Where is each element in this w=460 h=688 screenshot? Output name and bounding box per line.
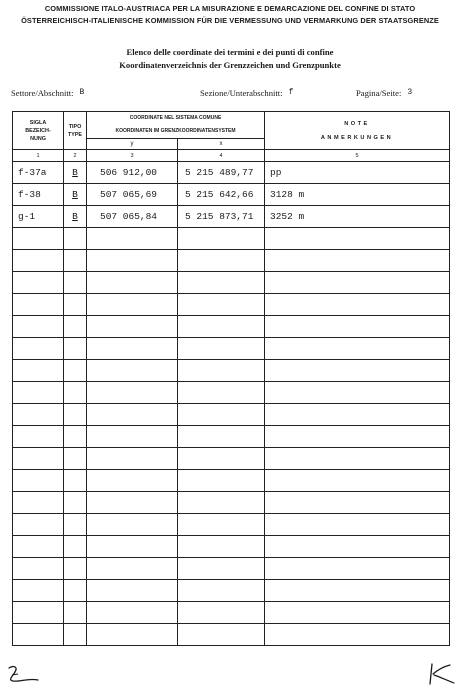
empty-row <box>13 426 450 448</box>
empty-row <box>13 360 450 382</box>
empty-cell <box>13 558 64 580</box>
y-cell: 506 912,00 <box>87 162 178 184</box>
note-cell: pp <box>265 162 450 184</box>
table-row <box>13 162 450 184</box>
empty-cell <box>265 294 450 316</box>
empty-row <box>13 514 450 536</box>
empty-cell <box>178 558 265 580</box>
settore-value: B <box>79 88 85 97</box>
empty-cell <box>265 624 450 646</box>
empty-row <box>13 448 450 470</box>
empty-row <box>13 624 450 646</box>
empty-cell <box>13 602 64 624</box>
empty-row <box>13 404 450 426</box>
empty-cell <box>64 382 87 404</box>
empty-cell <box>87 382 178 404</box>
empty-cell <box>64 250 87 272</box>
sezione-label: Sezione/Unterabschnitt: <box>200 88 283 98</box>
empty-cell <box>265 536 450 558</box>
sigla-cell: g-1 <box>13 206 64 228</box>
empty-cell <box>87 272 178 294</box>
empty-cell <box>87 228 178 250</box>
empty-row <box>13 470 450 492</box>
empty-cell <box>178 360 265 382</box>
sezione-field <box>200 88 293 99</box>
note-cell: 3252 m <box>265 206 450 228</box>
empty-cell <box>265 602 450 624</box>
empty-cell <box>178 624 265 646</box>
empty-cell <box>13 360 64 382</box>
empty-cell <box>265 250 450 272</box>
empty-cell <box>64 492 87 514</box>
empty-cell <box>178 492 265 514</box>
empty-cell <box>64 580 87 602</box>
coordinate-header: COORDINATE NEL SISTEMA COMUNE KOORDINATEN IM GRENZKOORDINATENSYSTEM <box>87 112 265 139</box>
empty-cell <box>64 294 87 316</box>
x-column-header: x <box>178 139 265 150</box>
empty-row <box>13 602 450 624</box>
sezione-value: f <box>288 88 294 97</box>
column-number: 4 <box>178 150 265 162</box>
empty-cell <box>178 294 265 316</box>
sigla-cell: f-37a <box>13 162 64 184</box>
table-row <box>13 184 450 206</box>
empty-cell <box>178 470 265 492</box>
commission-title-german: ÖSTERREICHISCH-ITALIENISCHE KOMMISSION FÜR DIE VERMESSUNG UND VERMARKUNG DER STAATSGRENZE <box>21 16 439 25</box>
settore-label: Settore/Abschnitt: <box>11 88 74 98</box>
empty-cell <box>178 514 265 536</box>
empty-row <box>13 536 450 558</box>
tipo-cell: B <box>64 184 87 206</box>
empty-cell <box>178 382 265 404</box>
empty-cell <box>13 492 64 514</box>
empty-cell <box>87 448 178 470</box>
empty-row <box>13 338 450 360</box>
empty-cell <box>87 404 178 426</box>
empty-row <box>13 272 450 294</box>
empty-cell <box>178 426 265 448</box>
coordinate-table <box>12 111 450 646</box>
empty-cell <box>13 426 64 448</box>
empty-cell <box>265 338 450 360</box>
empty-cell <box>265 470 450 492</box>
empty-cell <box>87 602 178 624</box>
empty-cell <box>13 580 64 602</box>
empty-cell <box>265 382 450 404</box>
empty-row <box>13 558 450 580</box>
empty-cell <box>64 316 87 338</box>
empty-cell <box>87 624 178 646</box>
x-cell: 5 215 489,77 <box>178 162 265 184</box>
empty-cell <box>178 272 265 294</box>
empty-cell <box>87 316 178 338</box>
empty-cell <box>13 338 64 360</box>
empty-cell <box>13 228 64 250</box>
empty-cell <box>87 536 178 558</box>
empty-cell <box>87 580 178 602</box>
note-header: NOTE ANMERKUNGEN <box>265 112 450 150</box>
empty-cell <box>13 470 64 492</box>
empty-cell <box>87 470 178 492</box>
tipo-cell: B <box>64 206 87 228</box>
list-title-german: Koordinatenverzeichnis der Grenzzeichen und Grenzpunkte <box>119 60 341 70</box>
empty-row <box>13 382 450 404</box>
empty-cell <box>87 514 178 536</box>
x-cell: 5 215 642,66 <box>178 184 265 206</box>
y-cell: 507 065,84 <box>87 206 178 228</box>
tipo-header: TIPO TYPE <box>64 112 87 150</box>
empty-cell <box>13 404 64 426</box>
empty-cell <box>178 602 265 624</box>
commission-title-italian: COMMISSIONE ITALO-AUSTRIACA PER LA MISURAZIONE E DEMARCAZIONE DEL CONFINE DI STATO <box>44 4 416 13</box>
empty-row <box>13 316 450 338</box>
empty-cell <box>265 426 450 448</box>
empty-cell <box>87 558 178 580</box>
empty-cell <box>178 404 265 426</box>
empty-cell <box>64 360 87 382</box>
empty-cell <box>87 492 178 514</box>
empty-cell <box>265 448 450 470</box>
empty-cell <box>178 580 265 602</box>
empty-cell <box>178 228 265 250</box>
empty-cell <box>64 558 87 580</box>
note-cell: 3128 m <box>265 184 450 206</box>
empty-cell <box>265 360 450 382</box>
empty-cell <box>64 228 87 250</box>
empty-cell <box>64 448 87 470</box>
x-cell: 5 215 873,71 <box>178 206 265 228</box>
empty-cell <box>178 448 265 470</box>
column-number-row <box>13 150 450 162</box>
empty-cell <box>64 338 87 360</box>
empty-cell <box>64 514 87 536</box>
pagina-label: Pagina/Seite: <box>356 88 402 98</box>
empty-cell <box>178 250 265 272</box>
empty-cell <box>265 514 450 536</box>
empty-cell <box>87 360 178 382</box>
empty-cell <box>13 536 64 558</box>
pagina-value: 3 <box>407 88 413 97</box>
empty-cell <box>265 404 450 426</box>
empty-cell <box>13 294 64 316</box>
empty-cell <box>87 250 178 272</box>
empty-cell <box>13 514 64 536</box>
column-number: 2 <box>64 150 87 162</box>
empty-cell <box>13 382 64 404</box>
list-title-italian: Elenco delle coordinate dei termini e dei punti di confine <box>126 47 334 57</box>
empty-cell <box>64 272 87 294</box>
empty-cell <box>64 470 87 492</box>
y-cell: 507 065,69 <box>87 184 178 206</box>
empty-cell <box>13 250 64 272</box>
empty-row <box>13 250 450 272</box>
empty-row <box>13 294 450 316</box>
column-number: 1 <box>13 150 64 162</box>
y-column-header: y <box>87 139 178 150</box>
empty-cell <box>13 448 64 470</box>
empty-cell <box>87 294 178 316</box>
sigla-header: SIGLA BEZEICH- NUNG <box>13 112 64 150</box>
empty-cell <box>64 426 87 448</box>
pagina-field <box>356 88 412 99</box>
column-number: 3 <box>87 150 178 162</box>
empty-cell <box>13 624 64 646</box>
sigla-cell: f-38 <box>13 184 64 206</box>
column-number: 5 <box>265 150 450 162</box>
signature-left <box>6 664 42 686</box>
table-row <box>13 206 450 228</box>
empty-cell <box>178 338 265 360</box>
empty-cell <box>13 316 64 338</box>
empty-row <box>13 492 450 514</box>
empty-cell <box>265 316 450 338</box>
empty-row <box>13 580 450 602</box>
empty-cell <box>178 316 265 338</box>
empty-cell <box>265 492 450 514</box>
empty-cell <box>64 404 87 426</box>
empty-cell <box>13 272 64 294</box>
empty-cell <box>265 580 450 602</box>
empty-cell <box>87 426 178 448</box>
empty-cell <box>64 536 87 558</box>
empty-cell <box>265 272 450 294</box>
empty-cell <box>64 602 87 624</box>
settore-field <box>11 88 84 99</box>
empty-cell <box>64 624 87 646</box>
tipo-cell: B <box>64 162 87 184</box>
header-row-top <box>13 112 450 139</box>
empty-row <box>13 228 450 250</box>
empty-cell <box>265 228 450 250</box>
empty-cell <box>265 558 450 580</box>
empty-cell <box>178 536 265 558</box>
signature-right <box>424 662 458 686</box>
empty-cell <box>87 338 178 360</box>
